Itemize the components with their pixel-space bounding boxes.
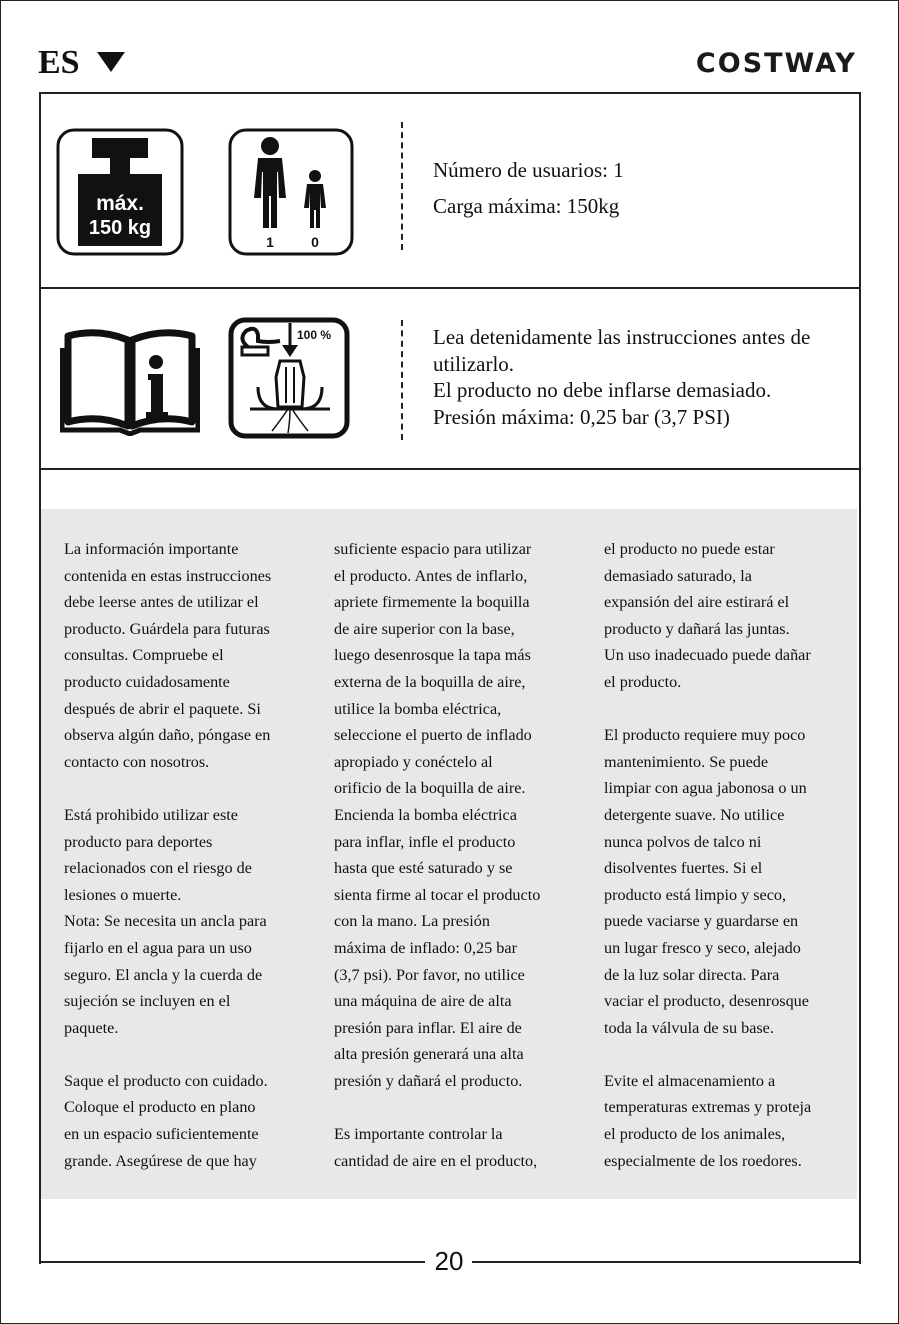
text-column-3: [604, 536, 844, 1201]
paragraph: Está prohibido utilizar este producto para deportes relacionados con el riesgo de lesiones o muerte. Nota: Se necesita un ancla para fijarlo en el agua para un uso seguro. El ancla y la cuerda de sujeción se incluyen en el paquete.: [64, 805, 267, 1037]
warning-line: El producto no debe inflarse demasiado.: [433, 378, 772, 402]
specs-text: [433, 152, 624, 224]
page-number: 20: [434, 1246, 464, 1276]
warnings-text: [433, 324, 843, 430]
text-column-2: [334, 536, 574, 1201]
paragraph: el producto no puede estar demasiado saturado, la expansión del aire estirará el producto y dañará las juntas. Un uso inadecuado puede dañar el producto.: [604, 540, 811, 691]
language-code: ES: [38, 44, 80, 81]
warnings-divider: [401, 320, 403, 440]
warnings-separator: [41, 468, 860, 470]
weight-icon-text-2: 150 kg: [88, 217, 152, 239]
text-column-1: [64, 536, 304, 1201]
weight-icon-text-1: máx.: [96, 192, 144, 215]
read-manual-icon: [60, 326, 200, 436]
paragraph: suficiente espacio para utilizar el producto. Antes de inflarlo, apriete firmemente la boquilla de aire superior con la base, luego desenrosque la tapa más externa de la boquilla de aire, utilice la bomba eléctrica, seleccione el puerto de inflado apropiado y conéctelo al orificio de la boquilla de aire. Encienda la bomba eléctrica para inflar, infle el producto hasta que esté saturado y se sienta firme al tocar el producto con la mano. La presión máxima de inflado: 0,25 bar (3,7 psi). Por favor, no utilice una máquina de aire de alta presión para inflar. El aire de alta presión generará una alta presión y dañará el producto.: [334, 540, 541, 1090]
paragraph: El producto requiere muy poco mantenimiento. Se puede limpiar con agua jabonosa o un detergente suave. No utilice nunca polvos de talco ni disolventes fuertes. Si el producto está limpio y seco, puede vaciarse y guardarse en un lugar fresco y seco, alejado de la luz solar directa. Para vaciar el producto, desenrosque toda la válvula de su base.: [604, 726, 809, 1037]
adult-count: 1: [266, 234, 274, 250]
users-line: Número de usuarios: 1: [433, 158, 624, 182]
child-count: 0: [311, 234, 319, 250]
warning-line: Lea detenidamente las instrucciones antes de: [433, 325, 811, 349]
paragraph: Saque el producto con cuidado. Coloque el producto en plano en un espacio suficientemente grande. Asegúrese de que hay: [64, 1071, 268, 1170]
language-triangle-icon: [97, 52, 125, 72]
pressure-label: 100 %: [296, 328, 332, 342]
paragraph: La información importante contenida en estas instrucciones debe leerse antes de utilizar el producto. Guárdela para futuras consultas. Compruebe el producto cuidadosamente después de abrir el paquete. Si observa algún daño, póngase en contacto con nosotros.: [64, 540, 272, 771]
frame-bottom-line-left: [39, 1261, 425, 1263]
paragraph: Evite el almacenamiento a temperaturas extremas y proteja el producto de los animales, especialmente de los roedores.: [604, 1071, 812, 1170]
warning-line: utilizarlo.: [433, 351, 515, 376]
users-icon: [228, 128, 354, 256]
brand-logo: COSTWAY: [695, 48, 857, 79]
frame-bottom-line-right: [472, 1261, 859, 1263]
max-weight-icon: [56, 128, 184, 256]
specs-separator: [41, 287, 860, 289]
paragraph: Es importante controlar la cantidad de aire en el producto,: [334, 1125, 538, 1170]
inflation-pressure-icon: [228, 317, 350, 439]
specs-divider: [401, 122, 403, 250]
warning-line: Presión máxima: 0,25 bar (3,7 PSI): [433, 404, 730, 429]
load-line: Carga máxima: 150kg: [433, 194, 620, 218]
